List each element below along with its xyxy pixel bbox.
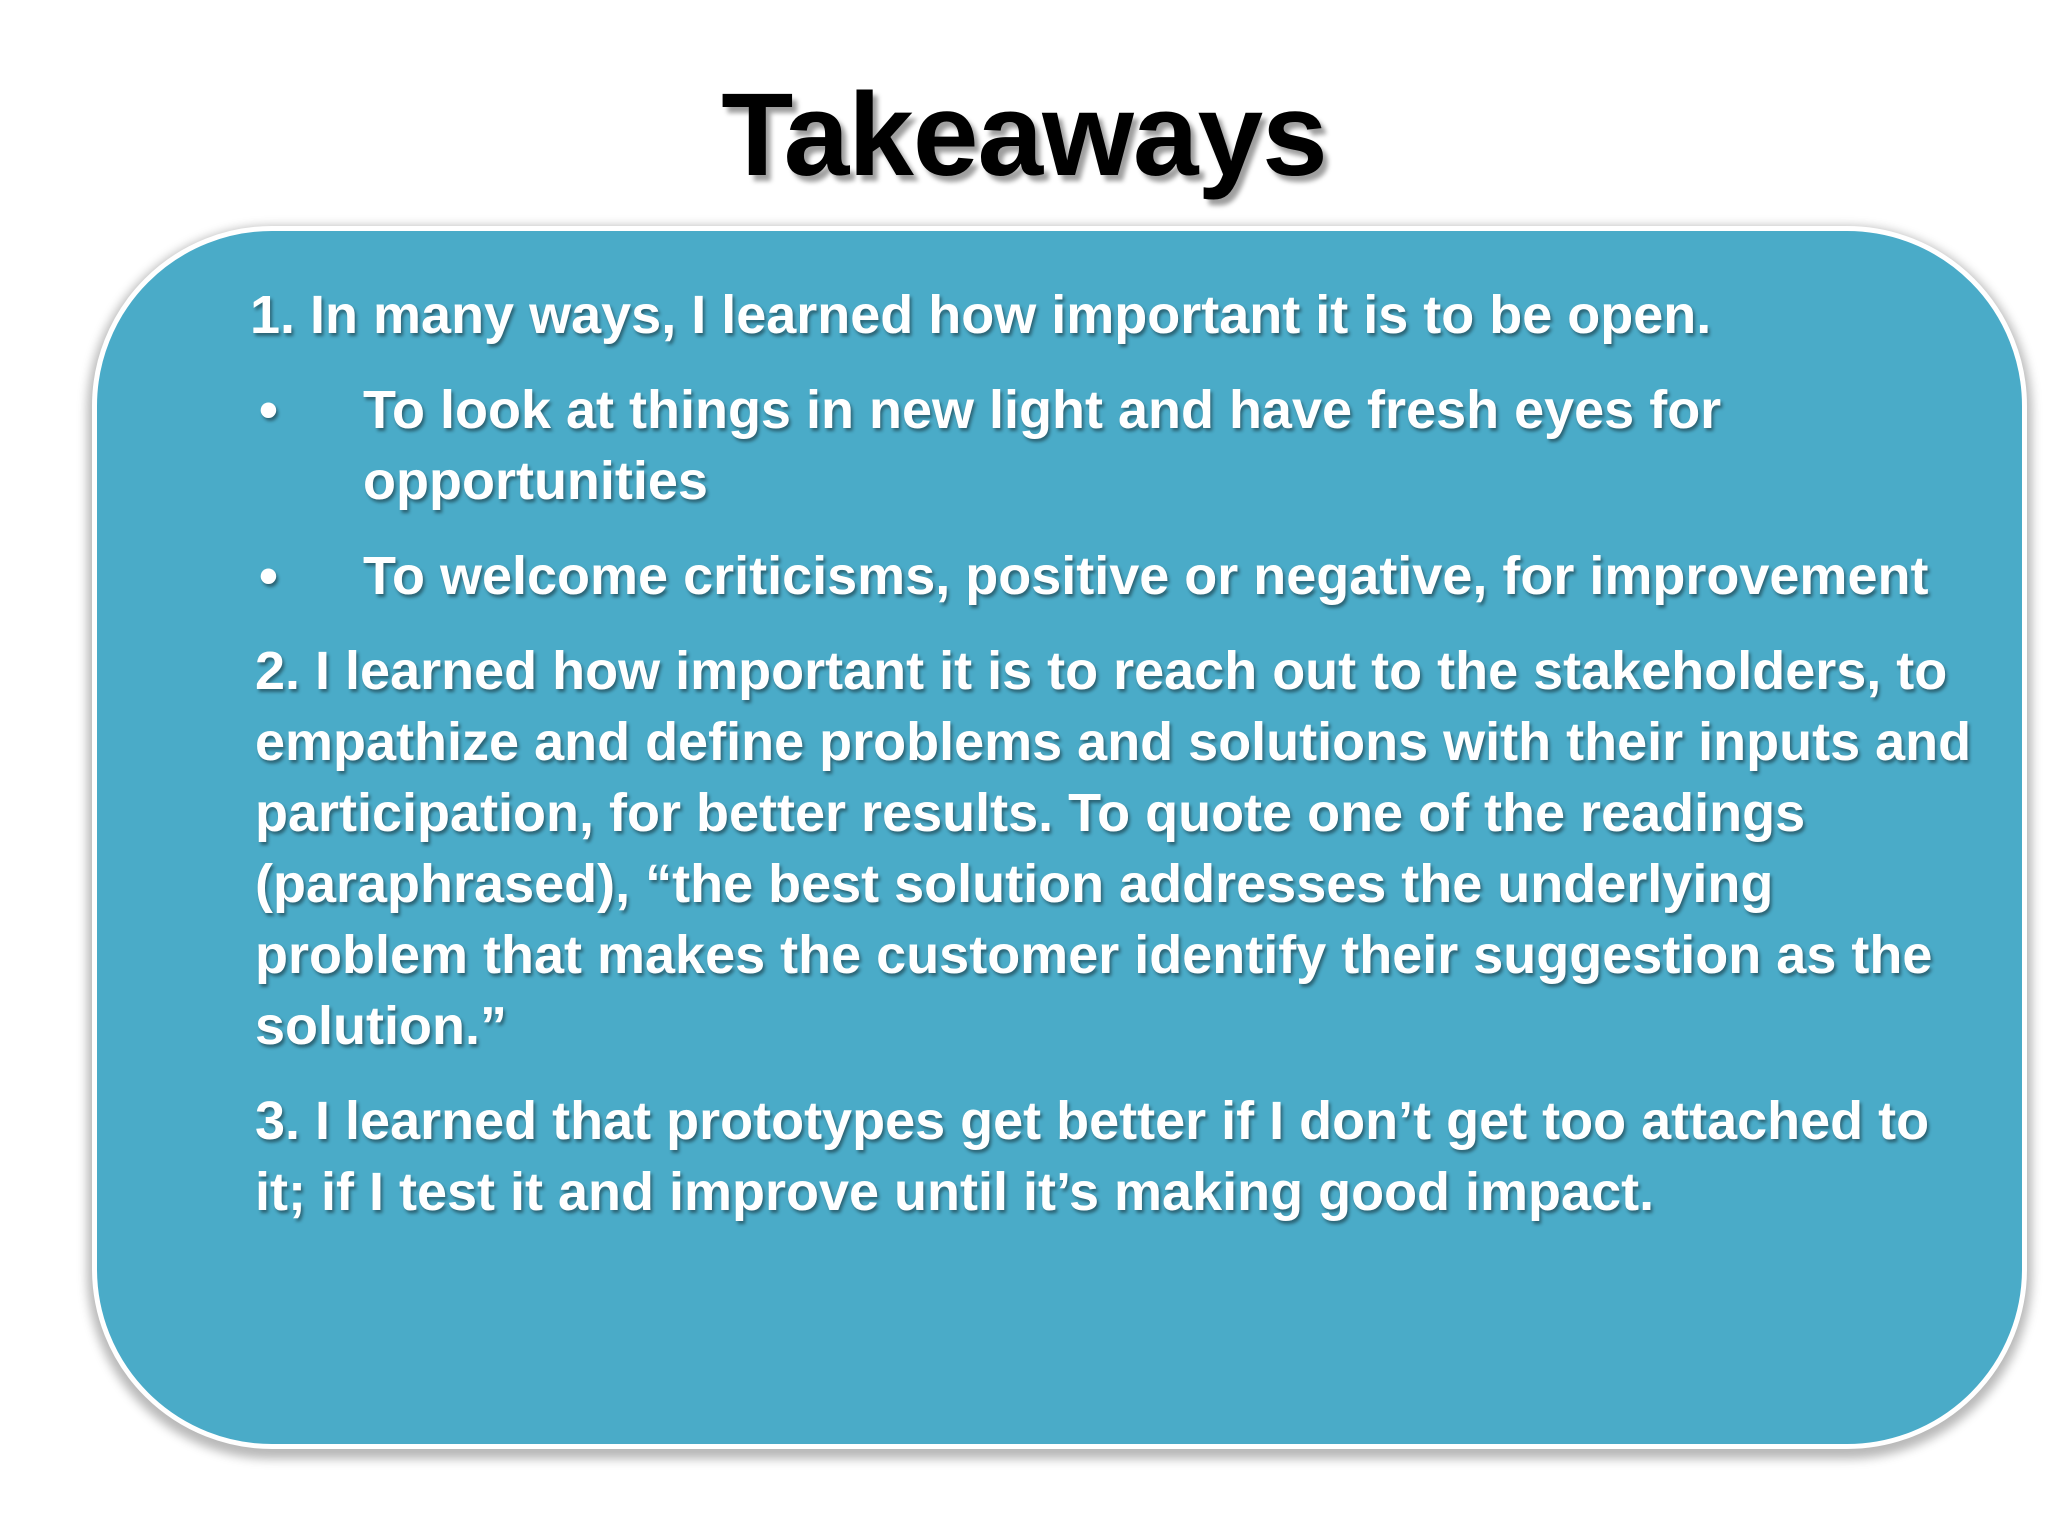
slide-title: Takeaways [721, 69, 1327, 201]
takeaway-1: 1. In many ways, I learned how important it is to be open. [250, 285, 1712, 345]
sub-bullet-text: To look at things in new light and have fresh eyes for opportunities [363, 380, 1722, 511]
takeaway-2: 2. I learned how important it is to reach out to the stakeholders, to empathize and define problems and solutions with their inputs and participation, for better results. To quote one of the readings (paraphrased), “the best solution addresses the underlying problem that makes the customer identify their suggestion as the solution.” [255, 641, 1972, 1056]
sub-bullet-fresh-eyes [255, 375, 1975, 517]
bullet-icon: • [259, 546, 278, 606]
sub-bullet-text: To welcome criticisms, positive or negative, for improvement [363, 546, 1929, 606]
bullet-icon: • [259, 380, 278, 440]
takeaways-list [250, 280, 1975, 1228]
sub-bullet-criticisms [255, 541, 1975, 612]
takeaway-3: 3. I learned that prototypes get better if I don’t get too attached to it; if I test it and improve until it’s making good impact. [255, 1091, 1930, 1222]
